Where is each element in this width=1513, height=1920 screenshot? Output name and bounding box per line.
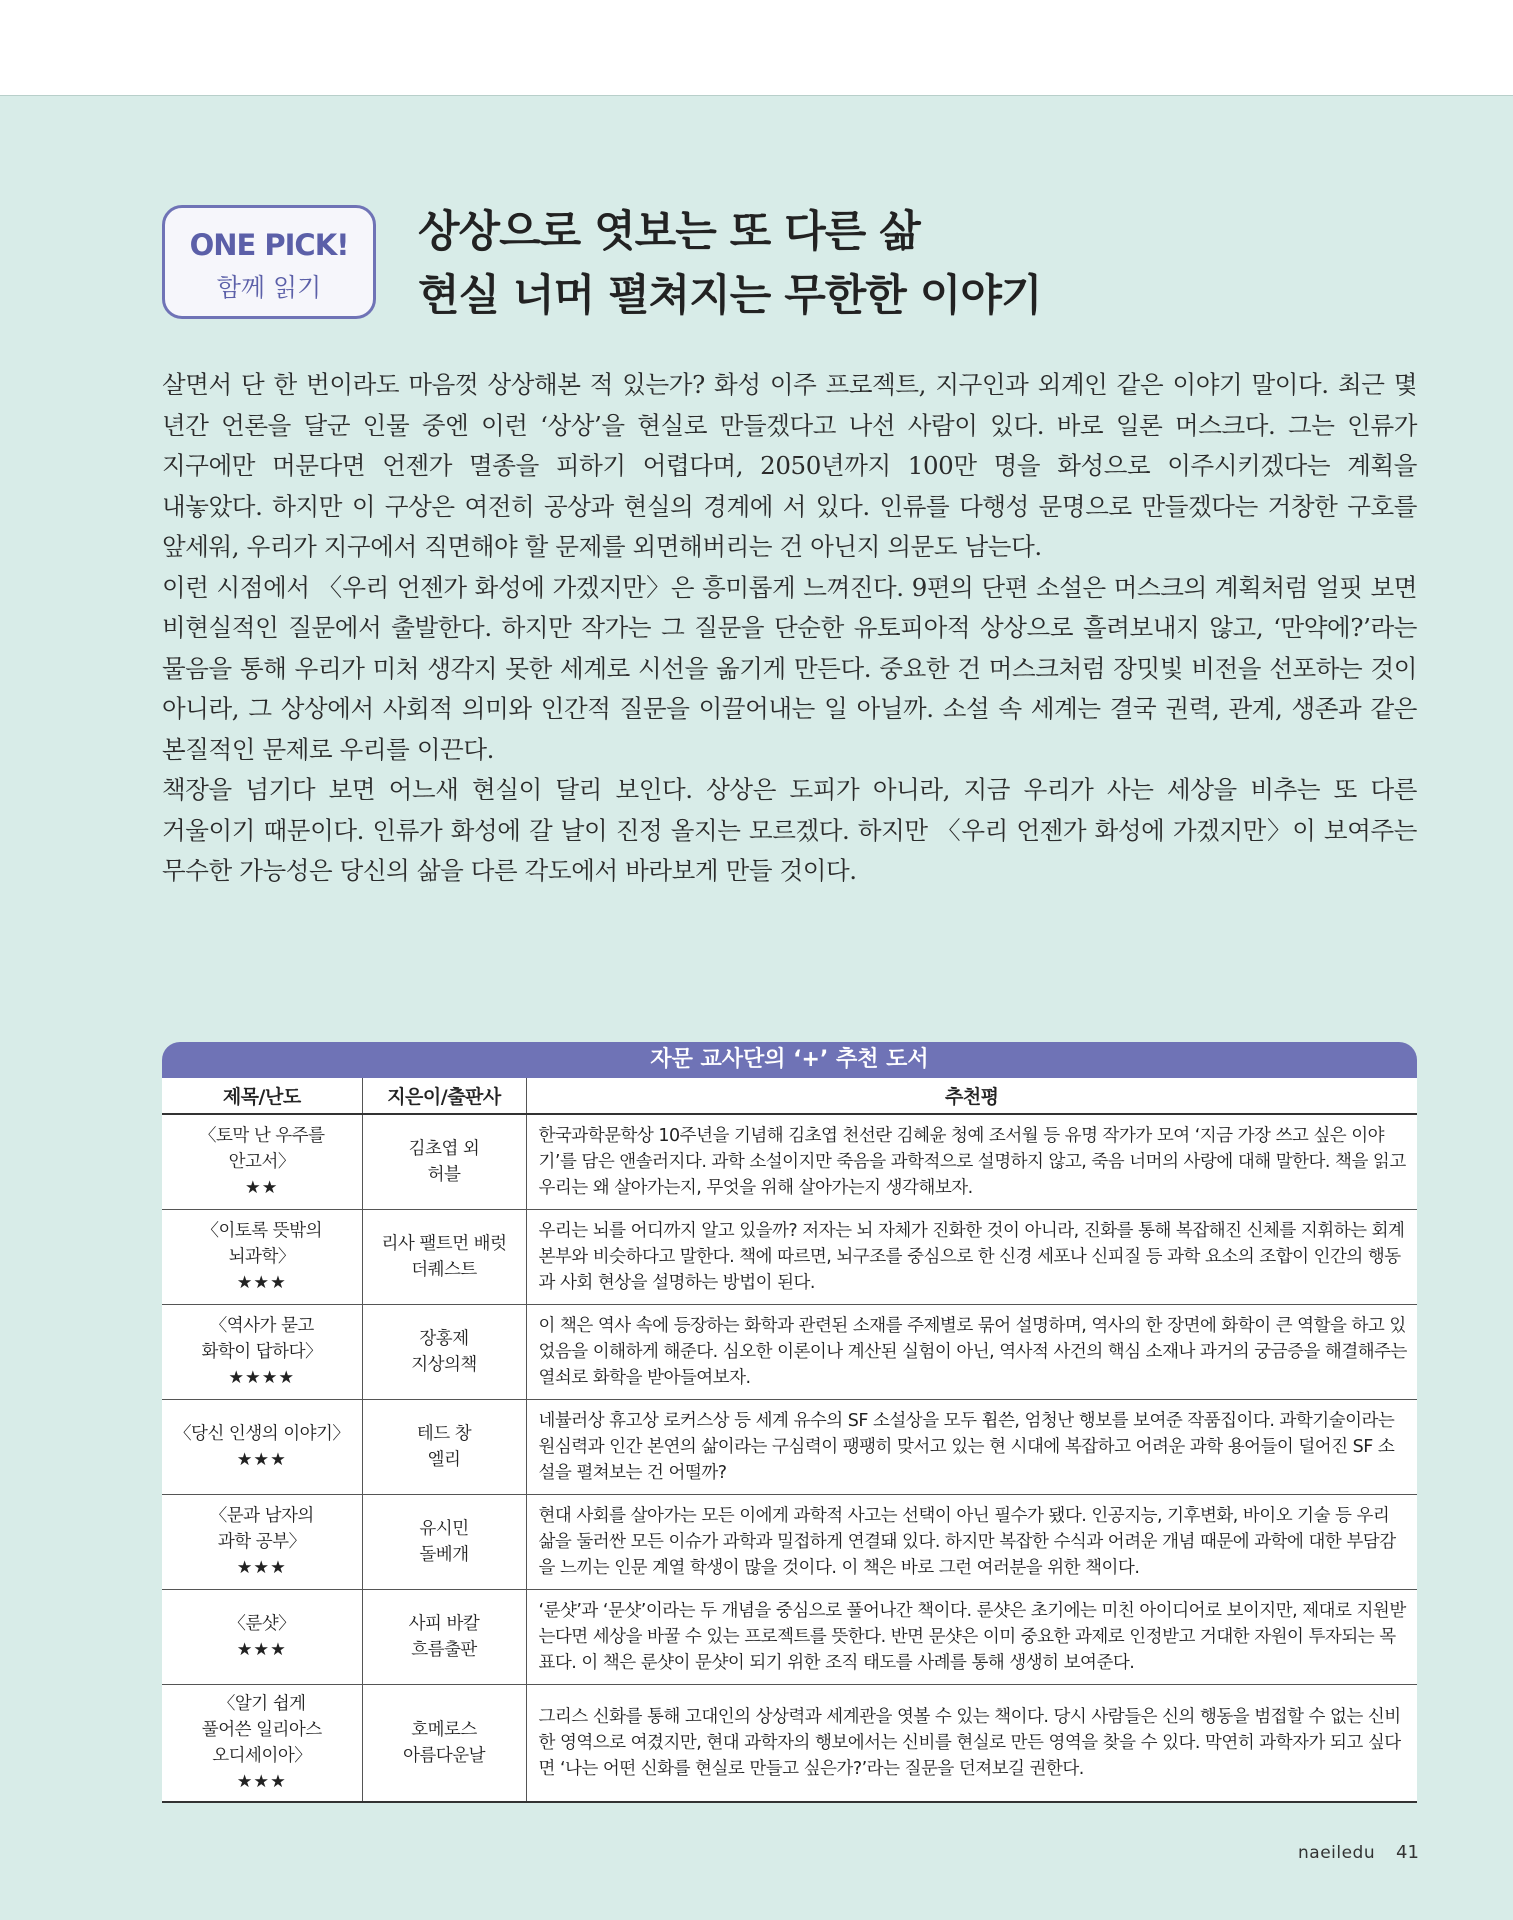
difficulty-stars: ★★★ bbox=[236, 1272, 287, 1293]
publisher: 흐름출판 bbox=[411, 1639, 477, 1660]
table-row bbox=[162, 1399, 1417, 1494]
publisher: 지상의책 bbox=[411, 1354, 477, 1375]
difficulty-stars: ★★★ bbox=[236, 1639, 287, 1660]
article-paragraph: 살면서 단 한 번이라도 마음껏 상상해본 적 있는가? 화성 이주 프로젝트, 지구인과 외계인 같은 이야기 말이다. 최근 몇 년간 언론을 달군 인물 중엔 이런 ‘상상’을 현실로 만들겠다고 나선 사람이 있다. 바로 일론 머스크다. 그는 인류가 지구에만 머문다면 언젠가 멸종을 피하기 어렵다며, 2050년까지 100만 명을 화성으로 이주시키겠다는 계획을 내놓았다. 하지만 이 구상은 여전히 공상과 현실의 경계에 서 있다. 인류를 다행성 문명으로 만들겠다는 거창한 구호를 앞세워, 우리가 지구에서 직면해야 할 문제를 외면해버리는 건 아닌지 의문도 남는다. bbox=[162, 370, 1417, 561]
author-cell bbox=[362, 1399, 526, 1494]
book-title: 〈알기 쉽게 bbox=[217, 1693, 306, 1714]
table-header-banner: 자문 교사단의 ‘+’ 추천 도서 bbox=[162, 1042, 1417, 1078]
table-row bbox=[162, 1304, 1417, 1399]
author-cell bbox=[362, 1114, 526, 1209]
book-title-cell bbox=[162, 1589, 362, 1684]
article-paragraph: 책장을 넘기다 보면 어느새 현실이 달리 보인다. 상상은 도피가 아니라, 지금 우리가 사는 세상을 비추는 또 다른 거울이기 때문이다. 인류가 화성에 갈 날이 진정 올지는 모르겠다. 하지만 〈우리 언젠가 화성에 가겠지만〉이 보여주는 무수한 가능성은 당신의 삶을 다른 각도에서 바라보게 만들 것이다. bbox=[162, 775, 1417, 885]
difficulty-stars: ★★★ bbox=[236, 1771, 287, 1792]
book-title: 〈토막 난 우주를 bbox=[198, 1125, 325, 1146]
book-title: 풀어쓴 일리아스 bbox=[201, 1719, 322, 1740]
book-title-cell bbox=[162, 1684, 362, 1802]
column-header-review: 추천평 bbox=[526, 1078, 1417, 1114]
publisher: 엘리 bbox=[427, 1449, 461, 1470]
review-cell: 우리는 뇌를 어디까지 알고 있을까? 저자는 뇌 자체가 진화한 것이 아니라, 진화를 통해 복잡해진 신체를 지휘하는 회계 본부와 비슷하다고 말한다. 책에 따르면, 뇌구조를 중심으로 한 신경 세포나 신피질 등 과학 요소의 조합이 인간의 행동과 사회 현상을 설명하는 방법이 된다. bbox=[526, 1209, 1417, 1304]
article-body bbox=[162, 365, 1417, 892]
book-title-cell bbox=[162, 1399, 362, 1494]
review-cell: 그리스 신화를 통해 고대인의 상상력과 세계관을 엿볼 수 있는 책이다. 당시 사람들은 신의 행동을 범접할 수 없는 신비한 영역으로 여겼지만, 현대 과학자의 행보에서는 신비를 현실로 만든 영역을 찾을 수 있다. 막연히 과학자가 되고 싶다면 ‘나는 어떤 신화를 현실로 만들고 싶은가?’라는 질문을 던져보길 권한다. bbox=[526, 1684, 1417, 1802]
book-title-cell bbox=[162, 1209, 362, 1304]
author: 김초엽 외 bbox=[408, 1138, 480, 1159]
table-row bbox=[162, 1494, 1417, 1589]
badge-title: ONE PICK! bbox=[189, 228, 349, 262]
book-title-cell bbox=[162, 1494, 362, 1589]
book-title: 안고서〉 bbox=[228, 1151, 295, 1172]
book-title: 뇌과학〉 bbox=[228, 1246, 295, 1267]
book-title: 〈역사가 묻고 bbox=[209, 1315, 314, 1336]
book-title: 〈이토록 뜻밖의 bbox=[201, 1220, 322, 1241]
title-line-1: 상상으로 엿보는 또 다른 삶 bbox=[418, 207, 920, 257]
book-title: 화학이 답하다〉 bbox=[201, 1341, 322, 1362]
difficulty-stars: ★★★ bbox=[236, 1557, 287, 1578]
table-row bbox=[162, 1589, 1417, 1684]
review-cell: ‘룬샷’과 ‘문샷’이라는 두 개념을 중심으로 풀어나간 책이다. 룬샷은 초기에는 미친 아이디어로 보이지만, 제대로 지원받는다면 세상을 바꿀 수 있는 프로젝트를 뜻한다. 반면 문샷은 이미 중요한 과제로 인정받고 거대한 자원이 투자되는 목표다. 이 책은 룬샷이 문샷이 되기 위한 조직 태도를 사례를 통해 생생히 보여준다. bbox=[526, 1589, 1417, 1684]
book-title: 〈문과 남자의 bbox=[209, 1505, 314, 1526]
book-title-cell bbox=[162, 1114, 362, 1209]
publisher: 돌베개 bbox=[419, 1544, 469, 1565]
table-row bbox=[162, 1684, 1417, 1802]
book-title-cell bbox=[162, 1304, 362, 1399]
book-title: 〈당신 인생의 이야기〉 bbox=[174, 1423, 350, 1444]
author: 유시민 bbox=[419, 1518, 469, 1539]
table-row bbox=[162, 1209, 1417, 1304]
column-header-title: 제목/난도 bbox=[162, 1078, 362, 1114]
badge-subtitle: 함께 읽기 bbox=[216, 273, 322, 302]
author-cell bbox=[362, 1304, 526, 1399]
review-cell: 한국과학문학상 10주년을 기념해 김초엽 천선란 김혜윤 청예 조서월 등 유명 작가가 모여 ‘지금 가장 쓰고 싶은 이야기’를 담은 앤솔러지다. 과학 소설이지만 죽음을 과학적으로 설명하지 않고, 죽음 너머의 사랑에 대해 말한다. 책을 읽고 우리는 왜 살아가는지, 무엇을 위해 살아가는지 생각해보자. bbox=[526, 1114, 1417, 1209]
publisher: 허블 bbox=[427, 1164, 461, 1185]
page-number: 41 bbox=[1396, 1842, 1419, 1863]
review-cell: 현대 사회를 살아가는 모든 이에게 과학적 사고는 선택이 아닌 필수가 됐다. 인공지능, 기후변화, 바이오 기술 등 우리 삶을 둘러싼 모든 이슈가 과학과 밀접하게 연결돼 있다. 하지만 복잡한 수식과 어려운 개념 때문에 과학에 대한 부담감을 느끼는 인문 계열 학생이 많을 것이다. 이 책은 바로 그런 여러분을 위한 책이다. bbox=[526, 1494, 1417, 1589]
review-cell: 네뷸러상 휴고상 로커스상 등 세계 유수의 SF 소설상을 모두 휩쓴, 엄청난 행보를 보여준 작품집이다. 과학기술이라는 원심력과 인간 본연의 삶이라는 구심력이 팽팽히 맞서고 있는 현 시대에 복잡하고 어려운 과학 용어들이 덜어진 SF 소설을 펼쳐보는 건 어떨까? bbox=[526, 1399, 1417, 1494]
book-title: 〈룬샷〉 bbox=[228, 1613, 296, 1634]
title-line-2: 현실 너머 펼쳐지는 무한한 이야기 bbox=[418, 271, 1042, 321]
author-cell bbox=[362, 1494, 526, 1589]
article-paragraph: 이런 시점에서 〈우리 언젠가 화성에 가겠지만〉은 흥미롭게 느껴진다. 9편의 단편 소설은 머스크의 계획처럼 얼핏 보면 비현실적인 질문에서 출발한다. 하지만 작가는 그 질문을 단순한 유토피아적 상상으로 흘려보내지 않고, ‘만약에?’라는 물음을 통해 우리가 미처 생각지 못한 세계로 시선을 옮기게 만든다. 중요한 건 머스크처럼 장밋빛 비전을 선포하는 것이 아니라, 그 상상에서 사회적 의미와 인간적 질문을 이끌어내는 일 아닐까. 소설 속 세계는 결국 권력, 관계, 생존과 같은 본질적인 문제로 우리를 이끈다. bbox=[162, 572, 1417, 764]
review-cell: 이 책은 역사 속에 등장하는 화학과 관련된 소재를 주제별로 묶어 설명하며, 역사의 한 장면에 화학이 큰 역할을 하고 있었음을 이해하게 해준다. 심오한 이론이나 계산된 실험이 아닌, 역사적 사건의 핵심 소재나 과거의 궁금증을 해결해주는 열쇠로 화학을 받아들여보자. bbox=[526, 1304, 1417, 1399]
author-cell bbox=[362, 1589, 526, 1684]
book-title: 과학 공부〉 bbox=[217, 1531, 306, 1552]
one-pick-badge bbox=[162, 205, 376, 319]
difficulty-stars: ★★★★ bbox=[228, 1367, 296, 1388]
publisher: 아름다운날 bbox=[402, 1745, 486, 1766]
difficulty-stars: ★★ bbox=[245, 1177, 279, 1198]
author: 테드 창 bbox=[416, 1423, 472, 1444]
recommendation-table bbox=[162, 1042, 1417, 1803]
page-title bbox=[418, 200, 1418, 328]
author: 장홍제 bbox=[419, 1328, 469, 1349]
footer-brand: naeiledu bbox=[1298, 1843, 1376, 1863]
author: 리사 팰트먼 배럿 bbox=[381, 1233, 507, 1254]
author-cell bbox=[362, 1209, 526, 1304]
publisher: 더퀘스트 bbox=[411, 1259, 477, 1280]
table-row bbox=[162, 1114, 1417, 1209]
column-header-author: 지은이/출판사 bbox=[362, 1078, 526, 1114]
top-margin bbox=[0, 0, 1513, 95]
author: 사피 바칼 bbox=[408, 1613, 480, 1634]
author-cell bbox=[362, 1684, 526, 1802]
author: 호메로스 bbox=[411, 1719, 477, 1740]
difficulty-stars: ★★★ bbox=[236, 1449, 287, 1470]
book-title: 오디세이아〉 bbox=[212, 1745, 312, 1766]
